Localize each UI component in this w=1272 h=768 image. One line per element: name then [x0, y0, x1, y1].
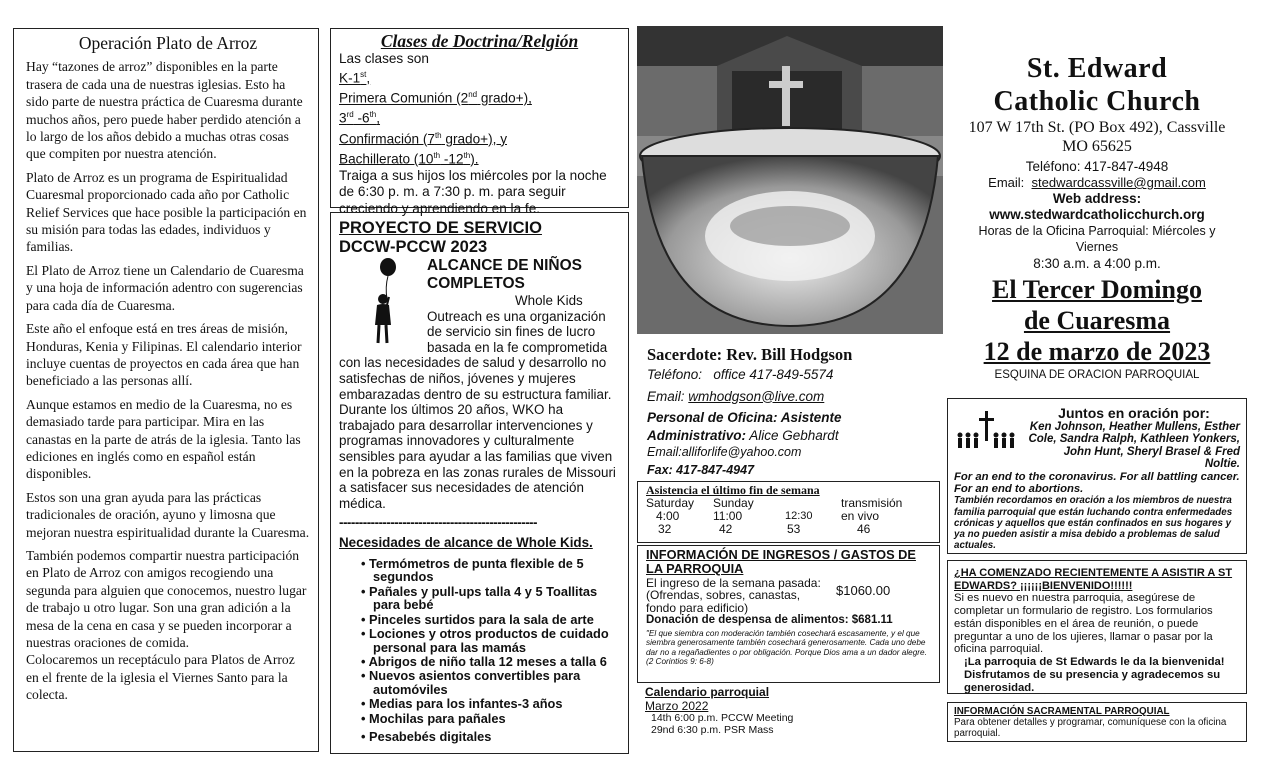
sacramental-body: Para obtener detalles y programar, comuníquese con la oficina parroquial. [954, 717, 1227, 739]
calendar-section [637, 684, 940, 754]
paragraph: El Plato de Arroz tiene un Calendario de Cuaresma y una hoja de información adentro con sugerencias para cada día de Cuaresma. [26, 262, 304, 313]
paragraph: También podemos compartir nuestra participación en Plato de Arroz con amigos recogiendo una segunda para alguien que conocemos, nuestro lugar de trabajo u otro lugar. Son una gran adición a la mesa de la cena en casa y se pueden incorporar a nuestras oraciones de comida. [26, 547, 307, 650]
list-item: • Termómetros de punta flexible de 5 segundos [339, 557, 620, 585]
paragraph: Colocaremos un receptáculo para Platos de Arroz en el frente de la iglesia el Viernes Santo para la colecta. [26, 652, 295, 703]
sunday-title-line2: de Cuaresma [1023, 306, 1171, 335]
list-item: • Lociones y otros productos de cuidado personal para las mamás [339, 627, 620, 655]
rice-bowl-section [13, 28, 319, 752]
attendance-table [646, 497, 931, 536]
priest-email: Email: wmhodgson@live.com [647, 388, 825, 404]
new-members-section [947, 560, 1247, 694]
prayer-title: Juntos en oración por: [1058, 405, 1210, 421]
prayer-section [947, 398, 1247, 554]
paragraph: Hay “tazones de arroz” disponibles en la parte trasera de cada una de nuestras iglesias. Esto ha sido parte de nuestra práctica de Cuaresma durante muchos años, pero puede haber perdido atención a lo largo de los años debido a muchas otras cosas que compiten por nuestra atención. [26, 59, 303, 162]
class-communion: Primera Comunión (2nd grado+), [339, 90, 532, 106]
baptismal-font-photo [637, 26, 943, 334]
needs-title: Necesidades de alcance de Whole Kids. [339, 534, 593, 550]
classes-intro: Las clases son [339, 50, 429, 66]
income-line: (Ofrendas, sobres, canastas, [646, 588, 801, 603]
address-line2: MO 65625 [1062, 138, 1132, 155]
income-amount: $1060.00 [836, 583, 891, 598]
wko-body: Whole Kids Outreach es una organización de servicio sin fines de lucro basada en la fe comprometida con las necesidades de salud y desarrollo no satisfechas de niños, jóvenes y mujeres embarazadas dentro de su estructura familiar. Durante los últimos 20 años, WKO ha trabajado para desarrollar intervenciones y programas innovadores y culturalmente sensibles para ayudar a las familias que viven en la pobreza en las zonas rurales de Missouri a satisfacer sus necesidades de atención médica. [339, 293, 616, 511]
priest-contact-section [637, 338, 943, 478]
paragraph: Aunque estamos en medio de la Cuaresma, no es demasiado tarde para participar. Mira en las canastas en la parte de atrás de la iglesia. Tanto las ediciones en inglés como en español están disponibles. [26, 396, 301, 482]
divider: -------------------------------------------------- [339, 515, 537, 531]
priest-name: Sacerdote: Rev. Bill Hodgson [647, 345, 853, 364]
sacramental-section [947, 702, 1247, 742]
new-members-title: ¿HA COMENZADO RECIENTEMENTE A ASISTIR A ST EDWARDS? ¡¡¡¡¡¡BIENVENIDO!!!!!! [954, 567, 1233, 592]
class-k1: K-1st, [339, 70, 371, 86]
new-members-body: Si es nuevo en nuestra parroquia, asegúrese de completar un formulario de registro. Los formularios están disponibles en el área de reunión, o puede preguntar a uno de los ujieres, llamar o pasar por la oficina parroquial. [954, 592, 1213, 656]
classes-title: Clases de Doctrina/Relgión [380, 31, 579, 51]
attendance-title: Asistencia el último fin de semana [646, 483, 820, 497]
service-title: PROYECTO DE SERVICIO [339, 219, 542, 237]
church-email: Email: stedwardcassville@gmail.com [988, 175, 1206, 190]
calendar-event: 14th 6:00 p.m. PCCW Meeting [651, 712, 794, 724]
date: 12 de marzo de 2023 [983, 337, 1211, 366]
attendance-col: 12:30 53 [785, 510, 813, 536]
prayer-corner-label: ESQUINA DE ORACION PARROQUIAL [994, 369, 1200, 381]
praying-people-icon [954, 411, 1022, 451]
fax: Fax: 417-847-4947 [647, 462, 755, 477]
office-hours-time: 8:30 a.m. a 4:00 p.m. [1033, 256, 1161, 271]
office-email: Email:alliforlife@yahoo.com [647, 445, 802, 460]
church-email-link[interactable]: stedwardcassville@gmail.com [1031, 175, 1206, 190]
list-item: • Pesabebés digitales [339, 730, 620, 744]
church-header [948, 52, 1246, 397]
wko-subtitle: ALCANCE DE NIÑOS COMPLETOS [427, 257, 583, 292]
paragraph: Estos son una gran ayuda para las prácticas tradicionales de oración, ayuno y limosna que mejoran nuestra espiritualidad durante la Cuaresma. [26, 489, 310, 540]
church-name-line2: Catholic Church [993, 86, 1201, 117]
priest-email-link[interactable]: wmhodgson@live.com [688, 388, 825, 404]
list-item: • Abrigos de niño talla 12 meses a talla 6 [339, 655, 620, 669]
class-confirmation: Confirmación (7th grado+), y [339, 130, 507, 147]
web-label: Web address: [1052, 191, 1142, 206]
list-item: • Nuevos asientos convertibles para automóviles [339, 669, 620, 697]
bible-quote: "El que siembra con moderación también cosechará escasamente, y el que siembra generosamente también cosechará generosamente. Cada uno debe dar no a regañadientes o por obligación. Porque Dios ama a un dador alegre. (2 Corintios 9: 6-8) [646, 628, 927, 667]
prayer-names: Ken Johnson, Heather Mullens, Esther Cole, Sandra Ralph, Kathleen Yonkers, John Hunt, Sheryl Brasel & Fred Noltie. [1028, 421, 1240, 471]
income-row [646, 577, 931, 614]
priest-phone: Teléfono: office 417-849-5574 [647, 367, 834, 382]
office-hours: Horas de la Oficina Parroquial: Miércoles y Viernes [978, 224, 1216, 254]
calendar-event: 29nd 6:30 p.m. PSR Mass [651, 723, 774, 736]
list-item: • Pañales y pull-ups talla 4 y 5 Toallitas para bebé [339, 585, 620, 613]
office-staff: Personal de Oficina: Asistente Administrativo: Alice Gebhardt [647, 410, 842, 443]
classes-body: Traiga a sus hijos los miércoles por la noche de 6:30 p. m. a 7:30 p. m. para seguir creciendo y aprendiendo en la fe. [339, 167, 607, 216]
rice-bowl-title: Operación Plato de Arroz [78, 33, 258, 53]
sacramental-title: INFORMACIÓN SACRAMENTAL PARROQUIAL [954, 706, 1170, 717]
income-line: El ingreso de la semana pasada: [646, 576, 821, 590]
list-item: • Medias para los infantes-3 años [339, 697, 620, 711]
service-project-section [330, 212, 629, 754]
church-phone: Teléfono: 417-847-4948 [1025, 159, 1169, 174]
prayer-reminder: También recordamos en oración a los miembros de nuestra familia parroquial que están luchando contra enfermedades crónicas y aquellos que están confinados en sus hogares y ya no pueden asistir a misa debido a problemas de salud actuales. [954, 495, 1233, 552]
calendar-title: Calendario parroquial [645, 685, 770, 699]
church-name-line1: St. Edward [1026, 53, 1168, 84]
income-title: INFORMACIÓN DE INGRESOS / GASTOS DE LA PARROQUIA [646, 547, 916, 576]
list-item: • Pinceles surtidos para la sala de arte [339, 613, 620, 627]
food-donation: Donación de despensa de alimentos: $681.11 [646, 614, 893, 627]
income-section [637, 545, 940, 683]
prayer-intentions: For an end to the coronavirus. For all battling cancer. For an end to abortions. [954, 470, 1240, 496]
address-line1: 107 W 17th St. (PO Box 492), Cassville [968, 119, 1226, 136]
attendance-col: Saturday 4:00 32 [646, 496, 695, 536]
attendance-col: transmisión en vivo 46 [841, 496, 903, 536]
welcome-message: ¡La parroquia de St Edwards le da la bienvenida! Disfrutamos de su presencia y agradecemos su generosidad. [964, 656, 1225, 694]
calendar-month: Marzo 2022 [645, 698, 709, 713]
class-3-6: 3rd -6th, [339, 110, 381, 126]
attendance-col: Sunday 11:00 42 [713, 496, 754, 536]
income-line: fondo para edificio) [646, 600, 749, 615]
web-address[interactable]: www.stedwardcatholicchurch.org [989, 207, 1205, 222]
service-subtitle: DCCW-PCCW 2023 [339, 238, 488, 256]
attendance-section [637, 481, 940, 543]
sunday-title-line1: El Tercer Domingo [992, 275, 1202, 304]
needs-list [339, 557, 620, 744]
list-item: • Mochilas para pañales [339, 712, 620, 726]
class-highschool: Bachillerato (10th -12th). [339, 150, 479, 167]
paragraph: Plato de Arroz es un programa de Espiritualidad Cuaresmal proporcionado cada año por Catholic Relief Services que hace posible la participación en su misión para todas las edades, individuos y familias. [26, 169, 307, 255]
religion-classes-section [330, 28, 629, 216]
child-balloon-icon [339, 257, 423, 347]
paragraph: Este año el enfoque está en tres áreas de misión, Honduras, Kenia y Filipinas. El calendario interior incluye cuentas de proyectos en cada área que han beneficiado a las personas allí. [26, 321, 302, 389]
